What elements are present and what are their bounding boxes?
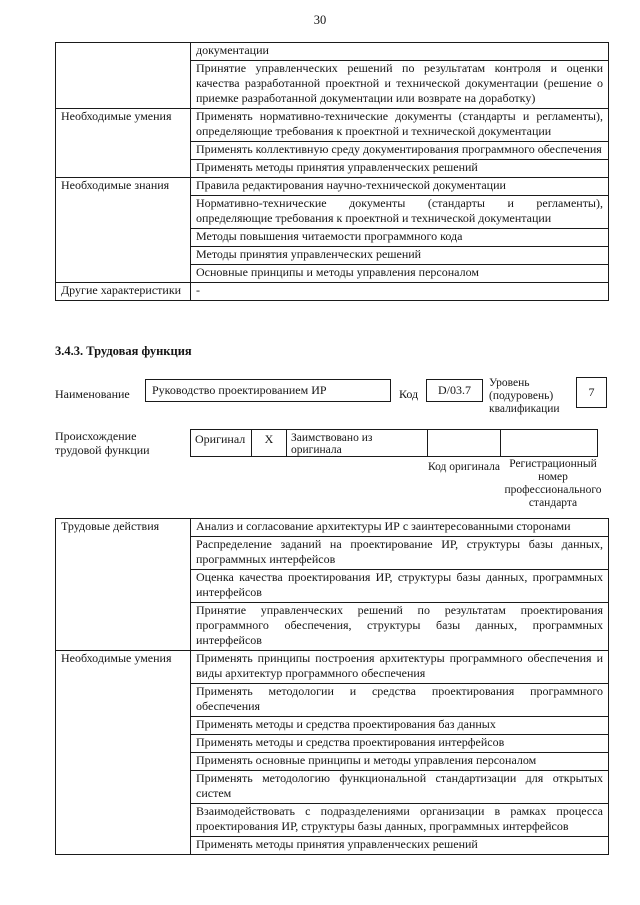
content-cell: Применять основные принципы и методы управления персоналом	[191, 753, 609, 771]
section-heading: 3.4.3. Трудовая функция	[55, 344, 192, 358]
origin-original-cell: Оригинал	[190, 429, 252, 457]
content-cell: Применять методы и средства проектирования баз данных	[191, 717, 609, 735]
row-label-cell: Другие характеристики	[56, 283, 191, 301]
origin-label: Происхождение трудовой функции	[55, 429, 150, 457]
content-cell: Оценка качества проектирования ИР, структуры базы данных, программных интерфейсов	[191, 570, 609, 603]
content-cell: Применять методы принятия управленческих решений	[191, 160, 609, 178]
content-cell: Правила редактирования научно-технической документации	[191, 178, 609, 196]
content-cell: Применять методы принятия управленческих решений	[191, 837, 609, 855]
origin-box	[190, 429, 598, 457]
content-cell: документации	[191, 43, 609, 61]
table-row	[56, 43, 609, 61]
content-cell: Применять нормативно-технические документы (стандарты и регламенты), определяющие требования к проектной и технической документации	[191, 109, 609, 142]
content-cell: -	[191, 283, 609, 301]
content-cell: Применять коллективную среду документирования программного обеспечения	[191, 142, 609, 160]
origin-borrowed-cell: Заимствовано из оригинала	[286, 429, 428, 457]
content-cell: Основные принципы и методы управления персоналом	[191, 265, 609, 283]
function-name-label: Наименование	[55, 387, 130, 401]
origin-registration-caption: Регистрационный номер профессионального стандарта	[504, 458, 602, 509]
origin-mark-cell: X	[251, 429, 287, 457]
table-row	[56, 283, 609, 301]
content-cell: Принятие управленческих решений по результатам контроля и оценки качества разработанной проектной и технической документации (решение о приемке разработанной документации или возврате на доработку)	[191, 61, 609, 109]
row-label-cell: Необходимые умения	[56, 651, 191, 855]
qualification-level-label: Уровень (подуровень) квалификации	[489, 377, 560, 415]
characteristics-table	[55, 42, 609, 301]
function-code-box: D/03.7	[426, 379, 483, 402]
content-cell: Анализ и согласование архитектуры ИР с заинтересованными сторонами	[191, 519, 609, 537]
function-name-box: Руководство проектированием ИР	[145, 379, 391, 402]
content-cell: Принятие управленческих решений по результатам проектирования программного обеспечения, структуры базы данных, программных интерфейсов	[191, 603, 609, 651]
content-cell: Методы принятия управленческих решений	[191, 247, 609, 265]
qualification-level-box: 7	[576, 377, 607, 408]
content-cell: Применять методы и средства проектирования интерфейсов	[191, 735, 609, 753]
content-cell: Нормативно-технические документы (стандарты и регламенты), определяющие требования к проектной и технической документации	[191, 196, 609, 229]
row-label-cell: Трудовые действия	[56, 519, 191, 651]
content-cell: Применять принципы построения архитектуры программного обеспечения и виды архитектур программного обеспечения	[191, 651, 609, 684]
labor-function-table	[55, 518, 609, 855]
row-label-cell: Необходимые знания	[56, 178, 191, 283]
content-cell: Применять методологии и средства проектирования программного обеспечения	[191, 684, 609, 717]
content-cell: Методы повышения читаемости программного кода	[191, 229, 609, 247]
function-code-label: Код	[399, 387, 419, 401]
row-label-cell	[56, 43, 191, 109]
row-label-cell: Необходимые умения	[56, 109, 191, 178]
content-cell: Применять методологию функциональной стандартизации для открытых систем	[191, 771, 609, 804]
content-cell: Взаимодействовать с подразделениями организации в рамках процесса проектирования ИР, структуры базы данных, программных интерфейсов	[191, 804, 609, 837]
table-row	[56, 651, 609, 684]
origin-code-cell	[427, 429, 501, 457]
table-row	[56, 178, 609, 196]
content-cell: Распределение заданий на проектирование ИР, структуры базы данных, программных интерфейсов	[191, 537, 609, 570]
table-row	[56, 519, 609, 537]
origin-registration-cell	[500, 429, 598, 457]
page-number: 30	[313, 13, 327, 27]
origin-code-caption: Код оригинала	[428, 461, 500, 473]
table-row	[56, 109, 609, 142]
